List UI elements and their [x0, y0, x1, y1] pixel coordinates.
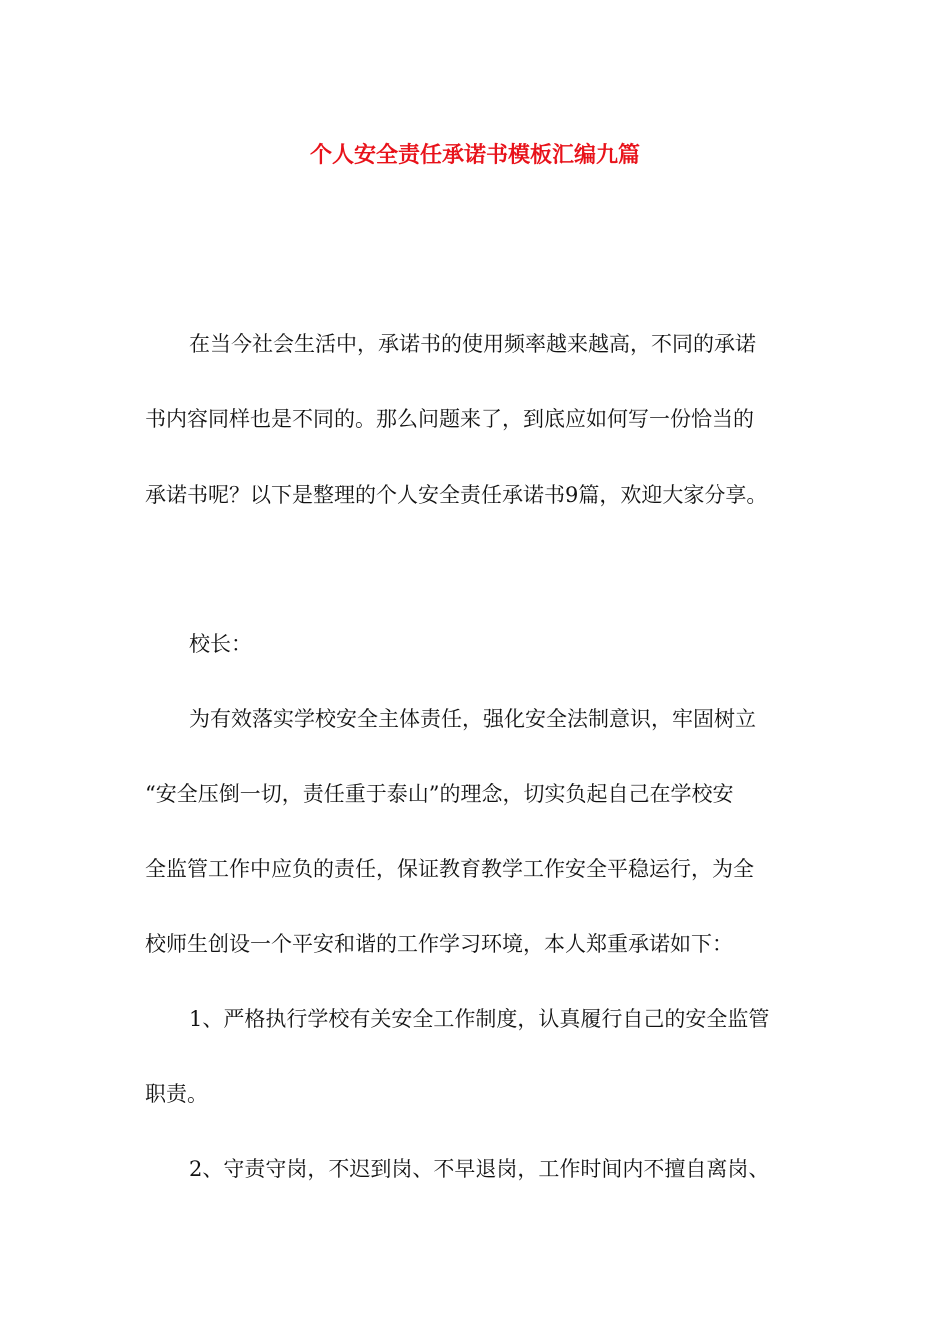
intro-line-1: 在当今社会生活中，承诺书的使用频率越来越高，不同的承诺: [189, 332, 756, 356]
salutation: 校长：: [189, 632, 252, 656]
body-line-3: 全监管工作中应负的责任，保证教育教学工作安全平稳运行，为全: [145, 857, 754, 881]
document-title: 个人安全责任承诺书模板汇编九篇: [309, 142, 640, 168]
body-line-2: “安全压倒一切，责任重于泰山”的理念，切实负起自己在学校安: [145, 782, 734, 806]
body-line-1: 为有效落实学校安全主体责任，强化安全法制意识，牢固树立: [189, 707, 756, 731]
intro-line-3: 承诺书呢？以下是整理的个人安全责任承诺书9篇，欢迎大家分享。: [145, 483, 768, 507]
item-1-line-1: 1、严格执行学校有关安全工作制度，认真履行自己的安全监管: [189, 1007, 770, 1031]
intro-line-2: 书内容同样也是不同的。那么问题来了，到底应如何写一份恰当的: [145, 407, 754, 431]
body-line-4: 校师生创设一个平安和谐的工作学习环境，本人郑重承诺如下：: [145, 932, 733, 956]
item-2-line-1: 2、守责守岗，不迟到岗、不早退岗，工作时间内不擅自离岗、: [189, 1157, 770, 1181]
item-1-line-2: 职责。: [145, 1082, 208, 1106]
